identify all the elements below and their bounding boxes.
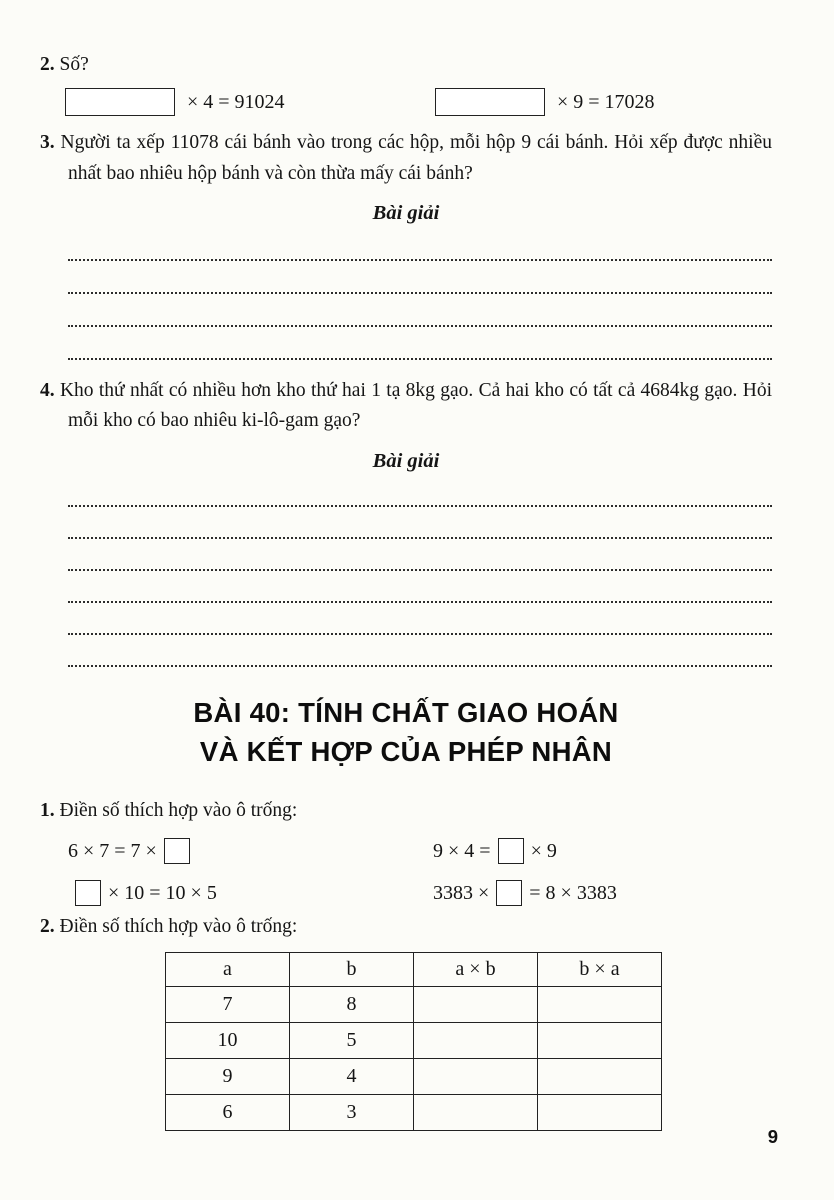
table-header-b: b: [290, 953, 414, 987]
table-cell-blank-axb[interactable]: [414, 987, 538, 1023]
table-cell-a: 9: [166, 1059, 290, 1095]
exercise-4-number: 4.: [40, 379, 55, 401]
lesson-exercise-1-number: 1.: [40, 799, 55, 821]
equation-commutative-1: [68, 838, 433, 864]
exercise-2-title: [40, 50, 772, 80]
equation-commutative-4: [433, 880, 772, 906]
exercise-2-question: Số?: [59, 54, 89, 75]
answer-line[interactable]: [68, 507, 772, 539]
lesson-exercise-1-text: Điền số thích hợp vào ô trống:: [59, 799, 298, 821]
exercise-3-question: Người ta xếp 11078 cái bánh vào trong các hộp, mỗi hộp 9 cái bánh. Hỏi xếp được nhiều nhất bao nhiêu hộp bánh và còn thừa mấy cái bánh?: [60, 132, 773, 184]
table-cell-blank-bxa[interactable]: [538, 1095, 662, 1131]
exercise-2-equations: [65, 88, 772, 116]
equation-prefix: 6 × 7 = 7 ×: [68, 839, 157, 862]
equation-1: [65, 88, 435, 116]
lesson-exercise-1-equations: [68, 838, 772, 906]
equation-2-text: × 9 = 17028: [557, 90, 655, 113]
exercise-4-answer-lines: [68, 475, 772, 667]
multiplication-table: [165, 952, 662, 1131]
table-cell-b: 5: [290, 1023, 414, 1059]
exercise-2-number: 2.: [40, 54, 55, 75]
lesson-exercise-2-text: Điền số thích hợp vào ô trống:: [59, 915, 298, 937]
table-cell-b: 4: [290, 1059, 414, 1095]
equation-prefix: 9 × 4 =: [433, 839, 491, 862]
table-cell-b: 3: [290, 1095, 414, 1131]
exercise-4-text: [40, 376, 772, 437]
solution-heading: Bài giải: [372, 202, 440, 225]
answer-line[interactable]: [68, 294, 772, 327]
answer-box[interactable]: [65, 88, 175, 116]
table-row: [166, 1095, 662, 1131]
table-row: [166, 1023, 662, 1059]
table-cell-a: 10: [166, 1023, 290, 1059]
lesson-exercise-1-instruction: [40, 796, 772, 826]
answer-line[interactable]: [68, 539, 772, 571]
answer-box[interactable]: [498, 838, 524, 864]
table-cell-blank-bxa[interactable]: [538, 987, 662, 1023]
table-cell-blank-axb[interactable]: [414, 1059, 538, 1095]
lesson-exercise-2-number: 2.: [40, 915, 55, 937]
solution-heading: Bài giải: [372, 449, 440, 472]
table-header-axb: a × b: [414, 953, 538, 987]
table-header-a: a: [166, 953, 290, 987]
answer-box[interactable]: [75, 880, 101, 906]
table-cell-blank-bxa[interactable]: [538, 1023, 662, 1059]
answer-line[interactable]: [68, 261, 772, 294]
answer-line[interactable]: [68, 571, 772, 603]
lesson-title-line1: BÀI 40: TÍNH CHẤT GIAO HOÁN: [193, 697, 619, 729]
equation-suffix: × 10 = 10 × 5: [108, 881, 217, 904]
equation-suffix: = 8 × 3383: [529, 881, 617, 904]
answer-box[interactable]: [435, 88, 545, 116]
table-cell-blank-bxa[interactable]: [538, 1059, 662, 1095]
answer-line[interactable]: [68, 475, 772, 507]
table-row: [166, 1059, 662, 1095]
answer-box[interactable]: [164, 838, 190, 864]
lesson-title: [40, 693, 772, 771]
page-number: 9: [767, 1126, 778, 1147]
table-cell-a: 6: [166, 1095, 290, 1131]
equation-prefix: 3383 ×: [433, 881, 490, 904]
exercise-3-number: 3.: [40, 132, 55, 154]
lesson-title-line2: VÀ KẾT HỢP CỦA PHÉP NHÂN: [199, 736, 613, 768]
exercise-3-text: [40, 128, 772, 189]
answer-line[interactable]: [68, 635, 772, 667]
exercise-4-question: Kho thứ nhất có nhiều hơn kho thứ hai 1 tạ 8kg gạo. Cả hai kho có tất cả 4684kg gạo. Hỏi mỗi kho có bao nhiêu ki-lô-gam gạo?: [59, 379, 772, 432]
table-header-row: [166, 953, 662, 987]
lesson-exercise-2-instruction: [40, 912, 772, 942]
answer-line[interactable]: [68, 603, 772, 635]
equation-commutative-2: [433, 838, 772, 864]
table-header-bxa: b × a: [538, 953, 662, 987]
equation-1-text: × 4 = 91024: [187, 90, 285, 113]
table-cell-b: 8: [290, 987, 414, 1023]
answer-box[interactable]: [496, 880, 522, 906]
table-row: [166, 987, 662, 1023]
table-cell-a: 7: [166, 987, 290, 1023]
exercise-3-answer-lines: [68, 228, 772, 360]
equation-commutative-3: [68, 880, 433, 906]
answer-line[interactable]: [68, 327, 772, 360]
table-cell-blank-axb[interactable]: [414, 1095, 538, 1131]
answer-line[interactable]: [68, 228, 772, 261]
equation-suffix: × 9: [530, 839, 557, 862]
equation-2: [435, 88, 655, 116]
table-cell-blank-axb[interactable]: [414, 1023, 538, 1059]
